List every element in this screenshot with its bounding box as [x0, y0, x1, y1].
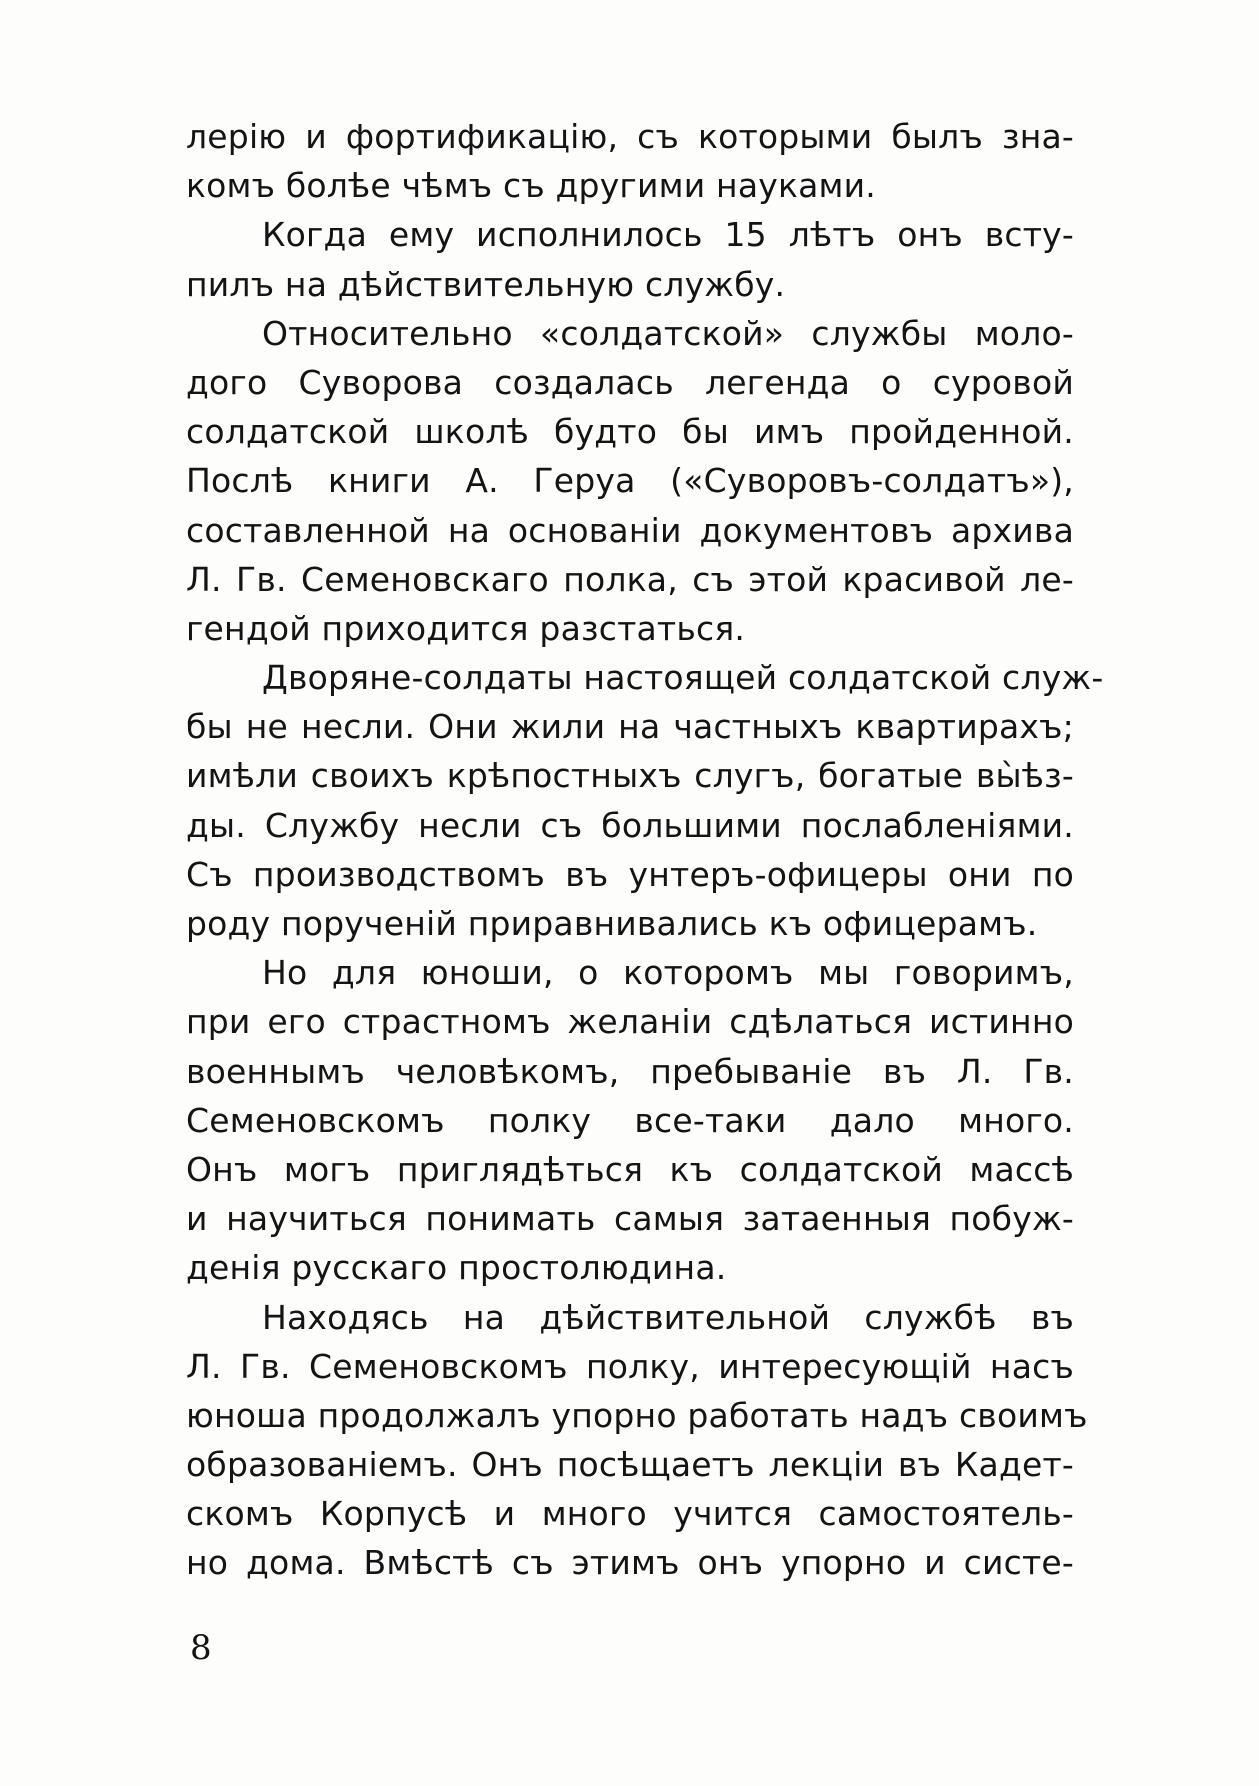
- text-line: Семеновскомъ полку все-таки дало много.: [186, 1100, 1074, 1140]
- page-body-text: [186, 112, 1104, 1588]
- text-line: ды. Службу несли съ большими послабленіями.: [186, 805, 1074, 845]
- text-line: пилъ на дѣйствительную службу.: [186, 264, 786, 304]
- text-line: бы не несли. Они жили на частныхъ квартирахъ;: [186, 707, 1074, 747]
- text-line: Но для юноши, о которомъ мы говоримъ,: [262, 953, 1074, 993]
- text-line: военнымъ человѣкомъ, пребываніе въ Л. Гв.: [186, 1051, 1074, 1091]
- text-line: юноша продолжалъ упорно работать надъ своимъ: [186, 1395, 1088, 1435]
- text-line: роду порученій приравнивались къ офицерамъ.: [186, 904, 1038, 943]
- text-line: денія русскаго простолюдина.: [186, 1248, 727, 1288]
- text-line: Находясь на дѣйствительной службѣ въ: [262, 1297, 1074, 1337]
- text-line: гендой приходится разстаться.: [186, 608, 746, 648]
- text-line: Послѣ книги А. Геруа («Суворовъ-солдатъ»),: [186, 461, 1074, 501]
- text-line: имѣли своихъ крѣпостныхъ слугъ, богатые вы̀ѣз-: [186, 756, 1074, 796]
- text-line: образованіемъ. Онъ посѣщаетъ лекціи въ Кадет-: [186, 1445, 1074, 1485]
- text-line: при его страстномъ желаніи сдѣлаться истинно: [186, 1002, 1074, 1042]
- text-line: солдатской школѣ будто бы имъ пройденной.: [186, 412, 1074, 452]
- text-line: Онъ могъ приглядѣться къ солдатской массѣ: [186, 1149, 1074, 1189]
- text-line: дого Суворова создалась легенда о суровой: [186, 362, 1074, 402]
- text-line: Съ производствомъ въ унтеръ-офицеры они по: [186, 854, 1074, 894]
- text-line: Дворяне-солдаты настоящей солдатской служ-: [262, 658, 1104, 698]
- text-line: но дома. Вмѣстѣ съ этимъ онъ упорно и систе-: [186, 1543, 1074, 1583]
- text-line: Относительно «солдатской» службы моло-: [262, 313, 1074, 353]
- text-line: составленной на основаніи документовъ архива: [186, 510, 1074, 550]
- text-line: лерію и фортификацію, съ которыми былъ зна-: [186, 117, 1074, 156]
- text-line: Л. Гв. Семеновскомъ полку, интересующій насъ: [186, 1346, 1074, 1386]
- text-line: и научиться понимать самыя затаенныя побуж-: [186, 1199, 1074, 1239]
- text-line: комъ болѣе чѣмъ съ другими науками.: [186, 166, 876, 206]
- text-line: Л. Гв. Семеновскаго полка, съ этой красивой ле-: [186, 559, 1074, 599]
- text-line: скомъ Корпусѣ и много учится самостоятель-: [186, 1494, 1074, 1534]
- text-line: Когда ему исполнилось 15 лѣтъ онъ всту-: [262, 215, 1074, 255]
- page-number: 8: [190, 1628, 212, 1668]
